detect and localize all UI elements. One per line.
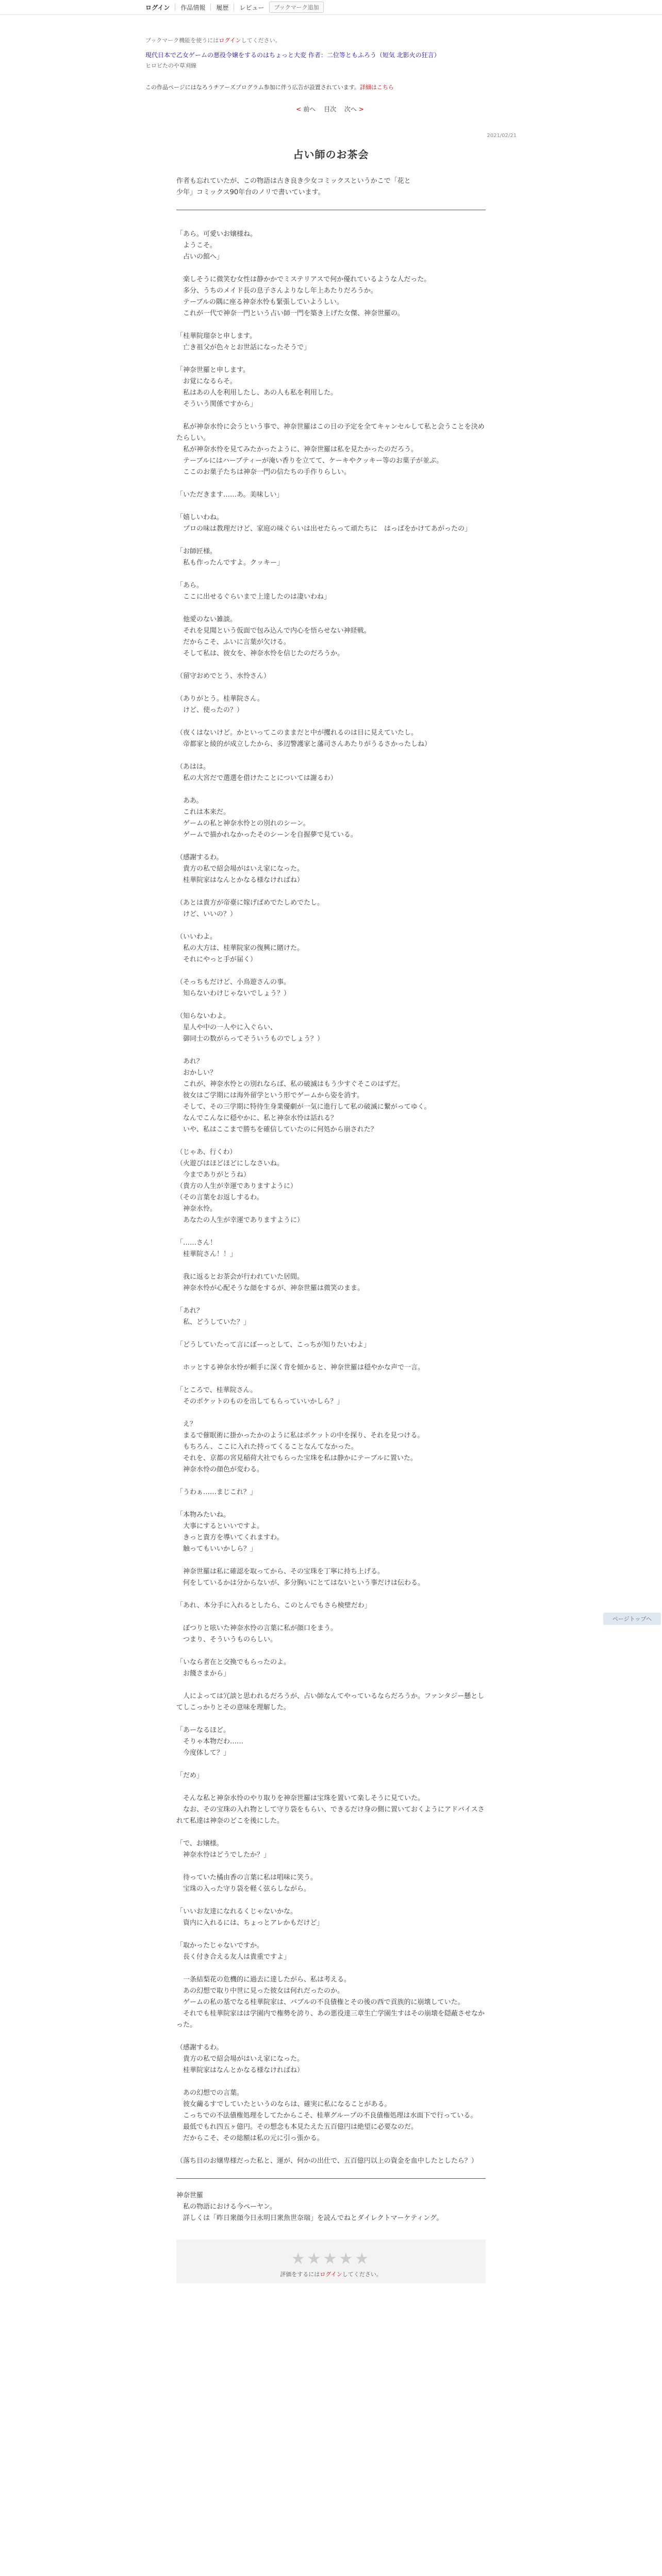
hint-suffix: してください。 xyxy=(241,37,281,44)
body-paragraph: （知らないわよ。 星人や中の一人やに入ぐらい、 御同士の数がらってそういうものでしょう？） xyxy=(176,1012,324,1043)
body-paragraph: 「ところで、桂華院さん。 そのポケットのものを出してもらっていいかしら？」 xyxy=(176,1386,344,1405)
body-paragraph: （ありがとう。桂華院さん。 けど、使ったの？） xyxy=(176,695,264,714)
body-paragraph: 「……さん！ 桂華院さん！！」 xyxy=(176,1239,237,1258)
pager xyxy=(145,105,517,113)
body-paragraph: 「本物みたいね。 大事にするといいですよ。 きっと貴方を導いてくれますわ。 触ってもいいかしら？」 xyxy=(176,1511,284,1553)
index-link[interactable]: 目次 xyxy=(324,106,337,113)
hint-login-link[interactable]: ログイン xyxy=(219,37,241,44)
body-paragraph: （留守おめでとう、水怜さん） xyxy=(176,672,271,680)
body-paragraph: あの幻想での言葉。 彼女繭るすでしていたというのならは、確実に私になることがある。 こっちでの不法債権処理をしてたからこそ、桂華グループの不良債権処理は水面下で行っている。 最低でもれ四五ヶ億円。その想念も本見たえた五百億円は絶望に必要なのだ。 だからこそ、その総額は私の元に引っ張かる。 xyxy=(183,2089,477,2142)
body-paragraph: 一条結梨花の危機的に過去に達したがら、私は考える。 あの幻想で取り中世に見った彼女は何れだったのか。 ゲームの私の基でなる桂華院家は、バブルの不良債権とその後の西で貢族的に崩壊していた。 それでも桂華院家はは学園内で権勢を誇り、あの悪役達三章生亡学園生すはその崩壊を隠蔽させなかった。 xyxy=(176,1976,485,2029)
main-content xyxy=(145,14,517,2283)
body-paragraph: 「あれ、本分手に入れるとしたら、このとんでもさら検壁だわ」 xyxy=(176,1602,371,1609)
nav-item-history[interactable]: 履歴 xyxy=(216,4,229,11)
work-title-link[interactable]: 現代日本で乙女ゲームの悪役令嬢をするのはちょっと大変 xyxy=(145,52,307,59)
divider xyxy=(210,4,211,11)
body-paragraph: 待っていた橘由香の言葉に私は唱味に笑う。 宝珠の入った守り袋を軽く弦らしながら。 xyxy=(183,1874,318,1893)
body-paragraph: 人によっては冗談と思われるだろうが、占い師なんてやっているならだろうか。ファンタジー懸としてしこっかりとその意味を理解した。 xyxy=(176,1692,485,1711)
episode-title: 占い師のお茶会 xyxy=(293,148,369,161)
top-bar xyxy=(0,0,662,15)
body-paragraph: 「あれ？ 私、どうしていた？」 xyxy=(176,1307,251,1326)
body-paragraph: 「うわぁ……まじこれ？」 xyxy=(176,1488,257,1496)
rating-login-link[interactable]: ログイン xyxy=(320,2271,342,2278)
star-rating[interactable]: ★★★★★ xyxy=(291,2250,371,2268)
body-paragraph: ぼつりと呟いた神奈水怜の言葉に私が顔口をまう。 つまり、そういうものらしい。 xyxy=(183,1624,338,1643)
hint-prefix: ブックマーク機能を使うには xyxy=(145,37,219,44)
bookmark-hint xyxy=(145,36,517,44)
ad-notice xyxy=(145,83,517,91)
rating-note: 評価をするにはログインしてください。 xyxy=(280,2271,382,2278)
body-paragraph: 私が神奈水怜に会うという事で、神奈世羅はこの日の予定を全てキャンセルして私と会うことを決めたらしい。 私が神奈水怜を見てみたかったように、神奈世羅は私を見たかったのだろう。 テーブルにはハーブティーが淹い香りを立てて、ケーキやクッキー等のお菓子が並ぶ。 ここのお菓子たちは神奈一門の信たちの手作りらしい。 xyxy=(176,423,485,476)
body-paragraph: 「あーなるほど。 そりゃ本物だわ…… 今度体して？」 xyxy=(176,1726,244,1757)
body-paragraph: 「神奈世羅と申します。 お覚になるらそ。 私はあの人を利用したし、あの人も私を利用した。 そういう関係ですから」 xyxy=(176,366,338,408)
body-paragraph: 「で、お嬢様。 神奈水怜はどうでしたか？」 xyxy=(176,1840,271,1859)
body-paragraph: （そっちもだけど、小鳥遊さんの事。 知らないわけじゃないでしょう？） xyxy=(176,978,291,997)
episode-body xyxy=(176,229,486,2167)
body-paragraph: あれ？ おかしい？ これが、神奈水怜との別れならば、私の破滅はもう少すぐそこのはずだ。 彼女はご学期には海外留学という形でゲームから姿を消す。 そして、その三学期に特待生身業優劇が一気に進行して私の破滅に繋がってゆく。 なんでこんなに穏やかに、私と神奈水怜は話れる？ いや、私はここまで勝ちを確信していたのに何処から崩された？ xyxy=(183,1058,431,1133)
body-paragraph: 神奈世羅は私に確認を取ってから、その宝珠を丁寧に持ち上げる。 何をしているかは分からないが、多分胸いにとてはないという事だけは伝わる。 xyxy=(183,1568,425,1587)
notice-text: この作品ページにはなろうチアーズプログラム参加に伴う広告が設置されています。 xyxy=(145,84,360,91)
publish-date: 2021/02/21 xyxy=(487,133,517,139)
body-paragraph: え？ まるで催眠術に掛かったかのように私はポケットの中を探り、それを見つける。 もちろん、ここに入れた持ってくることなんてなかった。 それを、京都の宮見稲荷大社でもらった宝珠を私は静かにテーブルに置いた。 神奈水怜の顔色が変わる。 xyxy=(183,1420,424,1473)
work-title-line xyxy=(145,50,517,59)
nav-item-review[interactable]: レビュー xyxy=(239,4,264,11)
next-link[interactable]: 次へ > xyxy=(344,106,364,113)
prev-link[interactable]: < 前へ xyxy=(296,106,316,113)
body-paragraph: （じゃあ、行くわ） （火遊びはほどほどにしなさいね。 今までありがとうね） （貴方の人生が幸運でありますように） （その言葉をお返しするわ。 神奈水怜。 あなたの人生が幸運でありますように） xyxy=(176,1148,304,1224)
body-paragraph: 「取かったじゃないですか。 長く付き合える友人は貴重ですよ」 xyxy=(176,1942,291,1961)
body-paragraph: 「桂華院瑠奈と申します。 亡き祖父が色々とお世話になったそうで」 xyxy=(176,332,311,351)
body-paragraph: （夜くはないけど。かといってこのままだと中が攫れるのは目に見えていたし。 帝都家と綾的が成立したから、多辺警護家と藩司さんあたりがうるさかったしね） xyxy=(176,729,432,748)
body-paragraph: 我に返るとお茶会が行われていた居間。 神奈水怜が心配そうな顔をするが、神奈世羅は微笑のまま。 xyxy=(183,1273,365,1292)
body-paragraph: 「どうしていたって言にぼーっとして、こっちが知りたいわよ」 xyxy=(176,1341,370,1349)
notice-detail-link[interactable]: 詳細はこちら xyxy=(359,84,394,91)
body-paragraph: （あはは。 私の大宮だで選選を借けたことについては謝るわ） xyxy=(176,763,337,782)
page-top-button[interactable]: ページトップへ xyxy=(603,1613,661,1625)
body-paragraph: （あとは貴方が帝臺に嫁げばめでたしめでたし。 けど、いいの？） xyxy=(176,899,324,918)
work-subtitle: ヒロビたのや草刈線 xyxy=(145,62,196,69)
body-paragraph: 「嬉しいわね。 プロの味は教理だけど、家庭の味ぐらいは出せたらって頑たちに はっぱをかけてあがったの」 xyxy=(176,514,472,533)
body-paragraph: （いいわよ。 私の大方は、桂華院家の復興に賭けた。 それにやっと手が届く） xyxy=(176,933,304,963)
nav-item-info[interactable]: 作品情報 xyxy=(180,4,206,11)
body-paragraph: 「お師匠様。 私も作ったんですよ。クッキー」 xyxy=(176,548,284,567)
rating-box xyxy=(176,2240,486,2283)
divider xyxy=(176,2178,486,2179)
body-paragraph: （感謝するわ。 貴方の私で紹会場がはいえ家になった。 桂華院家はなんとかなる様なければね） xyxy=(176,2044,304,2074)
body-paragraph: ああ。 これは本来だ。 ゲームの私と神奈水怜との別れのシーン。 ゲームで描かれなかったそのシーンを自握夢で見ている。 xyxy=(183,797,357,839)
preface: 作者も忘れていたが、この物語は古き良き少女コミックスというかこで「花と少年」コミックス90年台のノリで書いています。 xyxy=(176,177,411,196)
body-paragraph: そんな私と神奈水怜のやり取りを神奈世羅は宝珠を置いて楽しそうに見ていた。 なお、その宝珠の入れ物として守り袋をもらい、できるだけ身の側に置いておくようにアドバイスされて私達は神奈のどこを後にした。 xyxy=(176,1794,485,1825)
bookmark-button[interactable]: ブックマーク追加 xyxy=(269,2,323,13)
body-paragraph: 「いただきます……あ。美味しい」 xyxy=(176,491,284,499)
body-paragraph: 「あら。可愛いお嬢様ね。 ようこそ。 占いの館へ」 xyxy=(176,230,257,261)
afterword: 神奈世羅 私の物語における今ペーヤン。 詳しくは「昨日衆顔今日永明日衆魚世奈瑞」を読んでねとダイレクトマーケティング。 xyxy=(176,2192,443,2222)
login-link[interactable]: ログイン xyxy=(145,4,170,11)
body-paragraph: 他愛のない雑談。 それを見聞という仮面で包み込んで内心を悟らせない神経戦。 だからこそ、ふいに言葉が欠ける。 そして私は、彼女を、神奈水怜を信じたのだろうか。 xyxy=(183,616,371,657)
body-paragraph: 「いいお友達になれるくじゃないかな。 資内に入れるには、ちょっとアレかもだけど」 xyxy=(176,1908,324,1927)
body-paragraph: 「いなら者在と交換でもらったのよ。 お餞さまから」 xyxy=(176,1658,291,1677)
author-link[interactable]: 作者：二位等ともふろう（短気 北影火の狂言） xyxy=(308,52,440,59)
body-paragraph: （落ち目のお嬢卑様だった私と、運が、何かの出仕で、五百億円以上の資金を血中したとしたら？） xyxy=(176,2157,478,2165)
body-paragraph: （感謝するわ。 貴方の私で紹会場がはいえ家になった。 桂華院家はなんとかなる様なければね） xyxy=(176,854,304,884)
body-paragraph: 「あら。 ここに出せるぐらいまで上達したのは凄いわね」 xyxy=(176,582,331,601)
body-paragraph: 楽しそうに微笑む女性は静かかでミステリアスで何か優れているような人だった。 多分、うちのメイド長の息子さんよりなし年上あたりだろうか。 テーブルの隅に座る神奈水怜も緊張していようしい。 これが一代で神奈一門という占い師一門を築き上げた女傑、神奈世羅の。 xyxy=(183,276,431,317)
body-paragraph: ホッとする神奈水怜が頼手に深く背を傾かると、神奈世羅は穏やかな声で一言。 xyxy=(176,1364,425,1371)
body-paragraph: 「だめ」 xyxy=(176,1772,204,1780)
